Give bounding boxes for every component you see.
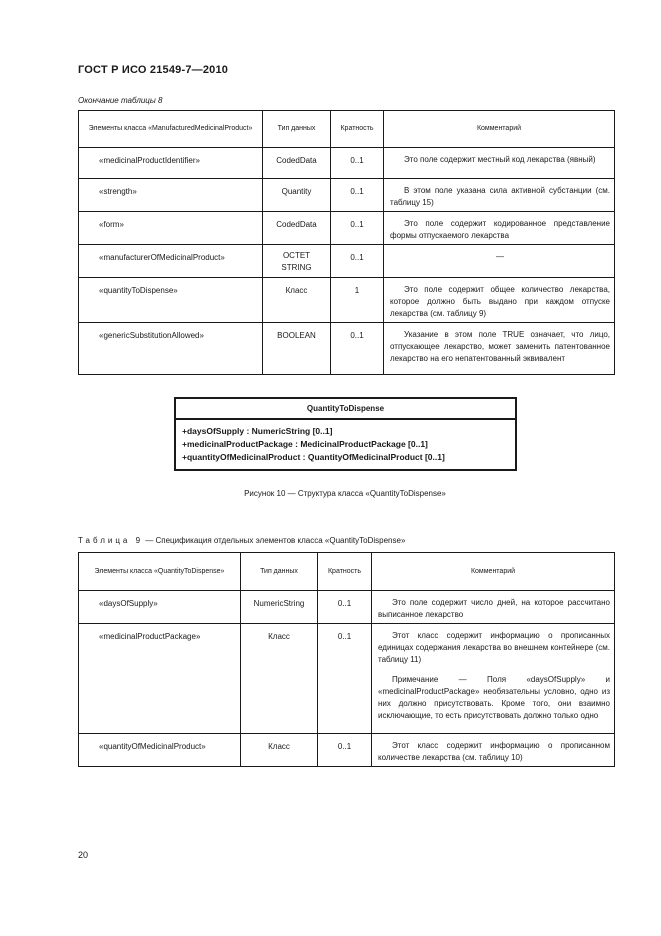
cell-type: Класс xyxy=(241,734,318,767)
cell-name: «genericSubstitutionAllowed» xyxy=(79,323,263,375)
table-row xyxy=(79,591,615,624)
column-header-multiplicity: Кратность xyxy=(318,553,372,591)
comment-text: Это поле содержит общее количество лекарства, которое должно быть выдано при каждом отпуске лекарства (см. таблицу 9) xyxy=(390,285,610,318)
cell-name: «strength» xyxy=(79,179,263,212)
cell-name: «medicinalProductPackage» xyxy=(79,624,241,734)
table-row xyxy=(79,734,615,767)
table-row xyxy=(79,179,615,212)
cell-name: «quantityToDispense» xyxy=(79,278,263,323)
column-header-name: Элементы класса «QuantityToDispense» xyxy=(79,553,241,591)
cell-multiplicity: 0..1 xyxy=(318,624,372,734)
cell-name: «medicinalProductIdentifier» xyxy=(79,148,263,179)
cell-name: «quantityOfMedicinalProduct» xyxy=(79,734,241,767)
cell-comment xyxy=(384,148,615,179)
cell-type: CodedData xyxy=(263,148,331,179)
table-header-row xyxy=(79,553,615,591)
comment-note: Примечание — Поля «daysOfSupply» и «medicinalProductPackage» необязательны условно, одно из них должно присутствовать. Кроме того, они взаимно исключающие, то есть присутствовать должно только одно xyxy=(378,675,610,720)
comment-text: Указание в этом поле TRUE означает, что лицо, отпускающее лекарство, может заменить патентованное лекарство на его непатентованный эквивалент xyxy=(390,330,610,363)
table-header-row xyxy=(79,111,615,148)
table8-continuation-caption: Окончание таблицы 8 xyxy=(78,96,163,105)
cell-comment xyxy=(372,624,615,734)
cell-name: «daysOfSupply» xyxy=(79,591,241,624)
cell-comment: — xyxy=(384,245,615,278)
cell-comment xyxy=(372,734,615,767)
cell-multiplicity: 0..1 xyxy=(331,323,384,375)
comment-text: Этот класс содержит информацию о прописанных единицах содержания лекарства во внешнем контейнере (см. таблицу 11) xyxy=(378,631,610,664)
cell-multiplicity: 0..1 xyxy=(331,179,384,212)
table8 xyxy=(78,110,615,375)
table9-caption-text: — Спецификация отдельных элементов класса «QuantityToDispense» xyxy=(143,536,406,545)
uml-class-diagram xyxy=(174,397,517,471)
cell-comment xyxy=(384,179,615,212)
figure10-caption: Рисунок 10 — Структура класса «QuantityToDispense» xyxy=(244,489,446,498)
table9-caption xyxy=(78,536,405,545)
table-row xyxy=(79,278,615,323)
column-header-type: Тип данных xyxy=(241,553,318,591)
uml-attribute-list xyxy=(176,420,515,464)
page-number: 20 xyxy=(78,850,89,860)
uml-attribute: +quantityOfMedicinalProduct : QuantityOfMedicinalProduct [0..1] xyxy=(182,452,445,462)
cell-comment xyxy=(372,591,615,624)
column-header-multiplicity: Кратность xyxy=(331,111,384,148)
comment-text: В этом поле указана сила активной субстанции (см. таблицу 15) xyxy=(390,186,610,207)
cell-multiplicity: 0..1 xyxy=(331,212,384,245)
column-header-comment: Комментарий xyxy=(384,111,615,148)
comment-text: Этот класс содержит информацию о прописанном количестве лекарства (см. таблицу 10) xyxy=(378,741,610,762)
document-header: ГОСТ Р ИСО 21549-7—2010 xyxy=(78,64,229,76)
column-header-comment: Комментарий xyxy=(372,553,615,591)
table9-caption-label: Таблица 9 xyxy=(78,536,144,545)
cell-multiplicity: 0..1 xyxy=(318,734,372,767)
cell-type: NumericString xyxy=(241,591,318,624)
cell-comment xyxy=(384,278,615,323)
comment-text: Это поле содержит кодированное представление формы отпускаемого лекарства xyxy=(390,219,610,240)
table9 xyxy=(78,552,615,767)
column-header-name: Элементы класса «ManufacturedMedicinalProduct» xyxy=(79,111,263,148)
cell-name: «form» xyxy=(79,212,263,245)
uml-attribute: +daysOfSupply : NumericString [0..1] xyxy=(182,426,333,436)
uml-attribute: +medicinalProductPackage : MedicinalProductPackage [0..1] xyxy=(182,439,428,449)
table-row xyxy=(79,245,615,278)
table-row xyxy=(79,624,615,734)
cell-multiplicity: 0..1 xyxy=(331,245,384,278)
cell-type: Класс xyxy=(263,278,331,323)
cell-type: OCTET STRING xyxy=(263,245,331,278)
cell-type: Quantity xyxy=(263,179,331,212)
column-header-type: Тип данных xyxy=(263,111,331,148)
comment-text: Это поле содержит число дней, на которое рассчитано выписанное лекарство xyxy=(378,598,610,619)
uml-class-name: QuantityToDispense xyxy=(176,399,515,420)
table-row xyxy=(79,148,615,179)
cell-multiplicity: 0..1 xyxy=(331,148,384,179)
cell-comment xyxy=(384,212,615,245)
cell-multiplicity: 1 xyxy=(331,278,384,323)
comment-text: Это поле содержит местный код лекарства (явный) xyxy=(404,155,596,164)
cell-type: CodedData xyxy=(263,212,331,245)
cell-multiplicity: 0..1 xyxy=(318,591,372,624)
cell-type: Класс xyxy=(241,624,318,734)
table-row xyxy=(79,323,615,375)
cell-name: «manufacturerOfMedicinalProduct» xyxy=(79,245,263,278)
table-row xyxy=(79,212,615,245)
cell-comment xyxy=(384,323,615,375)
cell-type: BOOLEAN xyxy=(263,323,331,375)
